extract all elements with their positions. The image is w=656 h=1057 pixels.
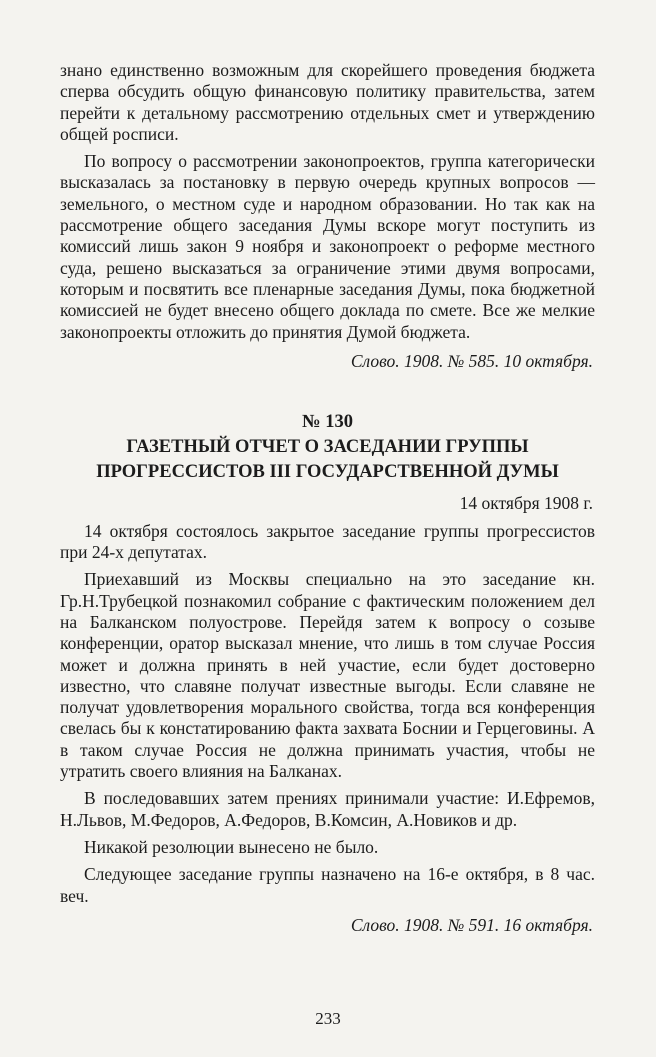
paragraph-bills: По вопросу о рассмотрении законопроектов, группа категорически высказалась за постановку в первую очередь крупных вопросов — земельного, о местном суде и народном образовании. Но так как на рассмотрение общего заседания Думы вскоре могут поступить из комиссий лишь закон 9 ноября и законопроект о реформе местного суда, решено высказаться за ограничение этими двумя вопросами, которым и посвятить все пленарные заседания Думы, пока бюджетной комиссией не будет внесено общего доклада по смете. Все же мелкие законопроекты отложить до принятия Думой бюджета. — [60, 151, 595, 342]
paragraph-continuation: знано единственно возможным для скорейшего проведения бюджета сперва обсудить общую финансовую политику правительства, затем перейти к детальному рассмотрению отдельных смет и утверждению общей росписи. — [60, 60, 595, 144]
document-number: № 130 — [302, 412, 353, 433]
document-title-line-2: ПРОГРЕССИСТОВ III ГОСУДАРСТВЕННОЙ ДУМЫ — [96, 462, 559, 483]
paragraph-debate: В последовавших затем прениях принимали участие: И.Ефремов, Н.Львов, М.Федоров, А.Федоров, В.Комсин, А.Новиков и др. — [60, 788, 595, 830]
paragraph-meeting: 14 октября состоялось закрытое заседание группы прогрессистов при 24-х депутатах. — [60, 520, 595, 563]
page-content — [60, 60, 595, 936]
page-number: 233 — [315, 1009, 341, 1028]
source-citation: Слово. 1908. № 585. 10 октября. — [350, 350, 593, 371]
document-date: 14 октября 1908 г. — [459, 493, 593, 514]
paragraph-trubetskoy: Приехавший из Москвы специально на это заседание кн. Гр.Н.Трубецкой познакомил собрание с фактическим положением дел на Балканском полуострове. Перейдя затем к вопросу о созыве конференции, оратор высказал мнение, что лишь в том случае Россия может и должна принять в ней участие, если будет достоверно известно, что славяне получат известные выгоды. Если славяне не получат удовлетворения морального свойства, тогда вся конференция свелась бы к констатированию факта захвата Боснии и Герцеговины. А в таком случае Россия не должна принимать участия, чтобы не утратить своего влияния на Балканах. — [60, 569, 595, 782]
paragraph-resolution: Никакой резолюции вынесено не было. — [84, 836, 379, 857]
document-title-line-1: ГАЗЕТНЫЙ ОТЧЕТ О ЗАСЕДАНИИ ГРУППЫ — [126, 437, 529, 458]
source-citation: Слово. 1908. № 591. 16 октября. — [350, 914, 593, 935]
paragraph-next-meeting: Следующее заседание группы назначено на 16-е октября, в 8 час. веч. — [60, 864, 595, 906]
